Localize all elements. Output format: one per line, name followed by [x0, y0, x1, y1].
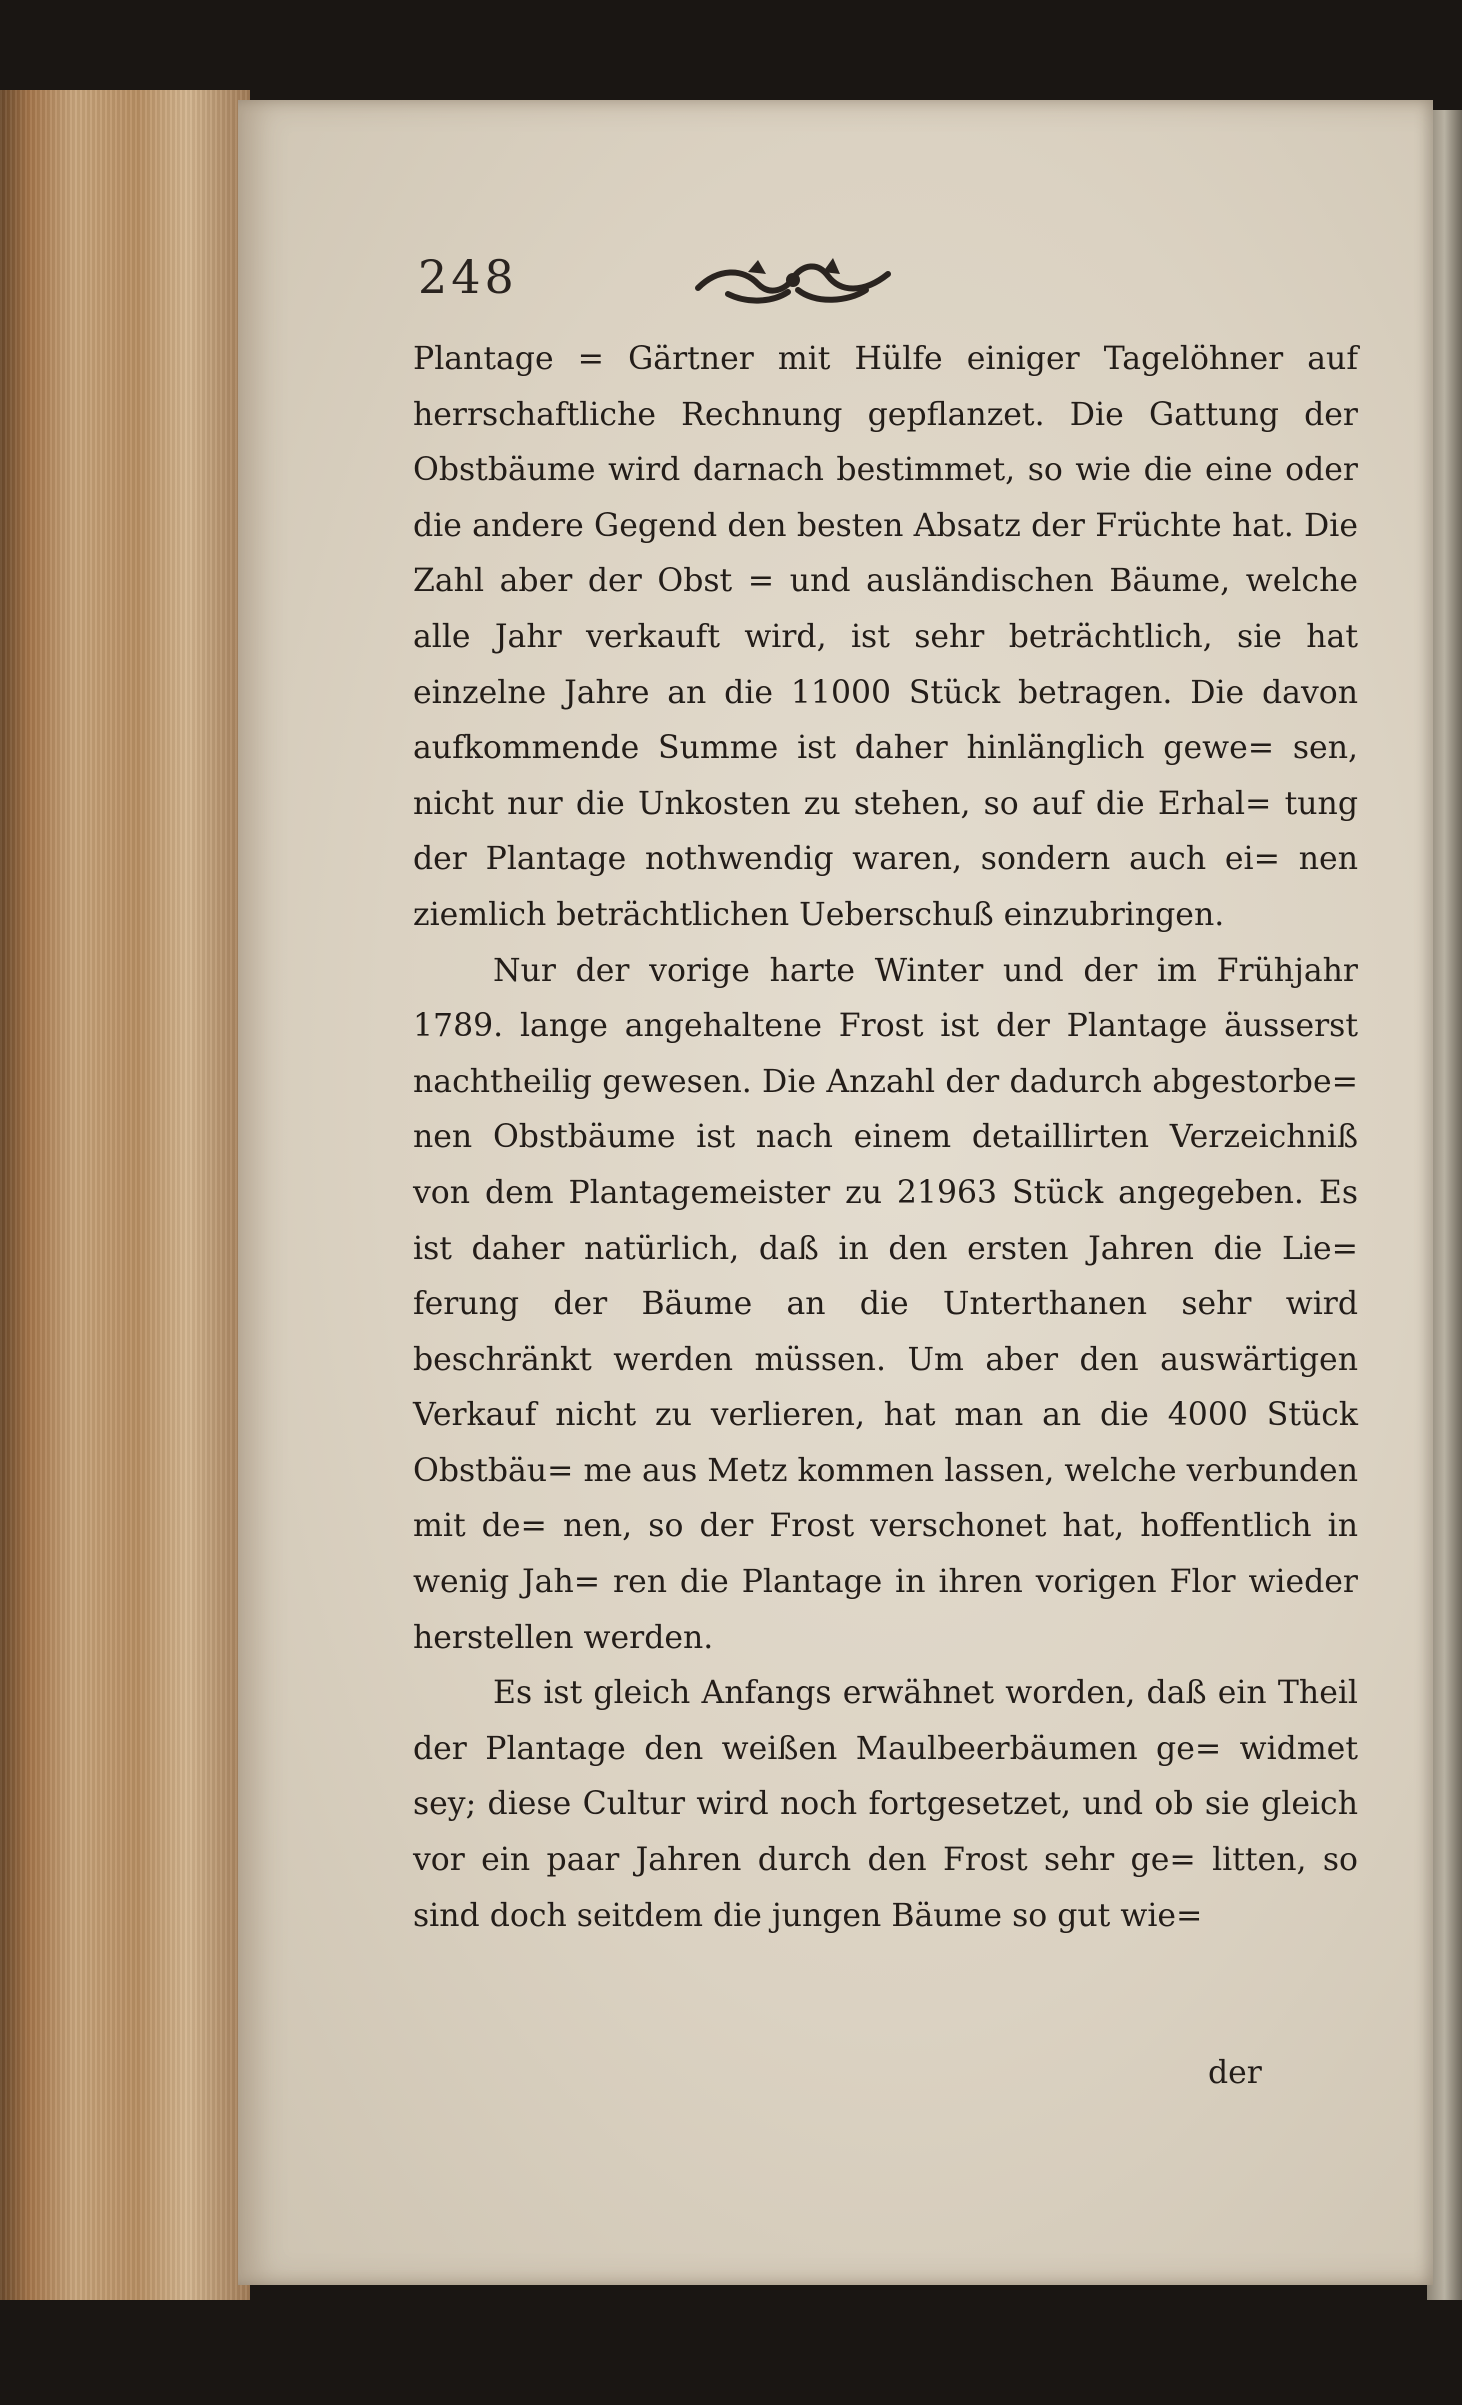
- page-number: 248: [418, 250, 518, 304]
- paragraph-3: Es ist gleich Anfangs erwähnet worden, daß ein Theil der Plantage den weißen Maulbeerbäumen ge= widmet sey; diese Cultur wird noch fortgesetzet, und ob sie gleich vor ein paar Jahren durch den Frost sehr ge= litten, so sind doch seitdem die jungen Bäume so gut wie=: [413, 1675, 1358, 1934]
- page-header: [418, 250, 1318, 330]
- paragraph-2: Nur der vorige harte Winter und der im Frühjahr 1789. lange angehaltene Frost ist der Plantage äusserst nachtheilig gewesen. Die Anzahl der dadurch abgestorbe= nen Obstbäume ist nach einem detaillirten Verzeichniß von dem Plantagemeister zu 21963 Stück angegeben. Es ist daher natürlich, daß in den ersten Jahren die Lie= ferung der Bäume an die Unterthanen sehr wird beschränkt werden müssen. Um aber den auswärtigen Verkauf nicht zu verlieren, hat man an die 4000 Stück Obstbäu= me aus Metz kommen lassen, welche verbunden mit de= nen, so der Frost verschonet hat, hoffentlich in wenig Jah= ren die Plantage in ihren vorigen Flor wieder herstellen werden.: [413, 952, 1358, 1656]
- book-page: [238, 100, 1433, 2285]
- book-page-edges: [0, 90, 250, 2300]
- body-text: [413, 332, 1358, 1944]
- catchword: der: [1208, 2055, 1262, 2091]
- printer-ornament-icon: [688, 250, 898, 310]
- paragraph-1: Plantage = Gärtner mit Hülfe einiger Tagelöhner auf herrschaftliche Rechnung gepflanzet. Die Gattung der Obstbäume wird darnach bestimmet, so wie die eine oder die andere Gegend den besten Absatz der Früchte hat. Die Zahl aber der Obst = und ausländischen Bäume, welche alle Jahr verkauft wird, ist sehr beträchtlich, sie hat einzelne Jahre an die 11000 Stück betragen. Die davon aufkommende Summe ist daher hinlänglich gewe= sen, nicht nur die Unkosten zu stehen, so auf die Erhal= tung der Plantage nothwendig waren, sondern auch ei= nen ziemlich beträchtlichen Ueberschuß einzubringen.: [413, 341, 1358, 933]
